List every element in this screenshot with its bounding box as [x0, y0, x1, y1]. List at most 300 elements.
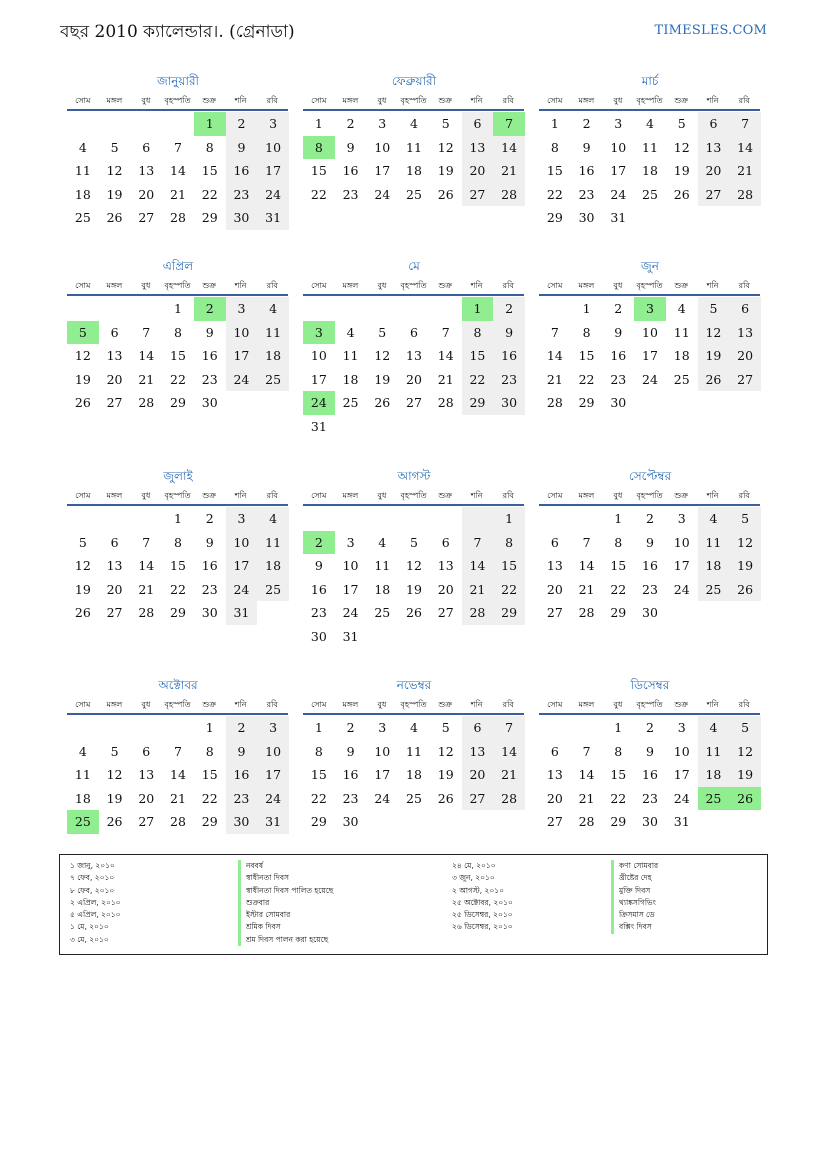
day-blank — [162, 716, 194, 740]
weekday-label: বুধ — [377, 491, 387, 500]
holiday-name: স্বাধীনতা দিবস পালিত হয়েছে — [238, 885, 333, 897]
weekday-label: বৃহস্পতি — [400, 700, 427, 709]
weekday-label: শনি — [470, 491, 483, 500]
day-blank — [130, 716, 162, 740]
day-cell: 10 — [374, 139, 391, 155]
weekday-label: বুধ — [141, 96, 151, 105]
weekday-label: রবি — [266, 281, 278, 290]
day-cell: 18 — [406, 767, 422, 782]
day-cell: 26 — [673, 186, 690, 202]
holiday-date: ২৪ মে, ২০১০ — [452, 861, 496, 870]
day-cell: 4 — [257, 297, 289, 321]
weekday-label: শুক্র — [438, 281, 452, 290]
day-cell: 1 — [314, 116, 323, 131]
day-cell: 22 — [201, 186, 218, 202]
day-cell: 4 — [378, 534, 387, 550]
day-cell: 11 — [406, 743, 422, 759]
day-cell: 17 — [642, 348, 658, 363]
day-cell: 23 — [342, 186, 359, 202]
day-cell: 13 — [406, 348, 422, 363]
weekday-label: রবি — [502, 96, 514, 105]
day-cell: 9 — [205, 324, 214, 340]
day-cell: 14 — [170, 767, 186, 782]
weekday-label: বুধ — [141, 281, 151, 290]
weekday-label: শুক্র — [202, 96, 216, 105]
day-cell: 18 — [642, 163, 658, 178]
day-cell: 24 — [374, 186, 391, 202]
weekday-label: রবি — [738, 96, 750, 105]
day-cell: 13 — [106, 348, 123, 363]
day-cell: 25 — [698, 578, 730, 602]
day-cell: 27 — [106, 395, 123, 410]
weekday-label: বৃহস্পতি — [164, 491, 191, 500]
day-cell: 7 — [550, 324, 559, 340]
weekday-label: মঙ্গল — [106, 491, 123, 500]
weekday-label: শনি — [470, 281, 483, 290]
day-cell: 1 — [614, 511, 623, 526]
day-blank — [99, 507, 131, 531]
weekday-label: সোম — [547, 491, 563, 500]
day-cell: 15 — [201, 767, 218, 782]
day-cell: 19 — [74, 371, 91, 387]
day-cell: 10 — [610, 139, 627, 155]
weekday-label: রবি — [738, 491, 750, 500]
day-cell: 24 — [342, 605, 359, 620]
day-cell: 26 — [106, 210, 123, 225]
holiday-name: ক্রিসমাস ডে — [611, 909, 658, 921]
day-cell: 9 — [493, 321, 525, 345]
holiday-day-cell: 3 — [634, 297, 666, 321]
month-name: মে — [408, 259, 420, 273]
weekday-label: বৃহস্পতি — [636, 281, 663, 290]
day-cell: 12 — [74, 558, 91, 573]
month-name: নভেম্বর — [396, 678, 432, 692]
day-cell: 2 — [646, 720, 654, 735]
holiday-date: ২৬ ডিসেম্বর, ২০১০ — [452, 922, 513, 932]
day-cell: 14 — [729, 136, 761, 160]
day-cell: 11 — [698, 740, 730, 764]
day-cell: 17 — [257, 763, 289, 787]
day-cell: 5 — [441, 720, 450, 735]
weekday-label: বুধ — [613, 491, 623, 500]
day-cell: 27 — [546, 814, 563, 829]
day-grid — [539, 507, 761, 625]
day-cell: 9 — [614, 324, 623, 340]
day-cell: 6 — [729, 297, 761, 321]
day-cell: 21 — [170, 790, 186, 806]
weekday-header — [539, 487, 760, 506]
day-cell: 26 — [729, 578, 761, 602]
day-cell: 15 — [310, 767, 327, 782]
day-cell: 3 — [677, 720, 686, 735]
day-cell: 31 — [673, 814, 690, 829]
day-cell: 30 — [342, 814, 359, 829]
holiday-day-cell: 7 — [493, 112, 525, 136]
day-cell: 20 — [106, 581, 123, 597]
day-cell: 17 — [374, 163, 391, 178]
holiday-date: ১ জানু, ২০১০ — [70, 861, 115, 870]
day-cell: 20 — [729, 344, 761, 368]
day-cell: 9 — [226, 136, 258, 160]
day-cell: 30 — [226, 206, 258, 230]
weekday-label: রবি — [266, 700, 278, 709]
holiday-name: বক্সিং দিবস — [611, 921, 658, 933]
month-8 — [303, 467, 525, 648]
holiday-day-cell: 3 — [303, 321, 335, 345]
weekday-header — [539, 277, 760, 296]
weekday-label: সোম — [75, 281, 91, 290]
day-cell: 6 — [142, 743, 151, 759]
day-cell: 6 — [462, 112, 494, 136]
day-cell: 2 — [226, 716, 258, 740]
day-blank — [130, 507, 162, 531]
month-name: জানুয়ারী — [157, 74, 199, 88]
day-cell: 10 — [257, 136, 289, 160]
day-cell: 29 — [578, 395, 595, 410]
month-name: ফেব্রুয়ারী — [391, 74, 437, 88]
day-cell: 18 — [74, 790, 91, 806]
day-cell: 11 — [257, 321, 289, 345]
day-cell: 29 — [201, 210, 218, 225]
weekday-label: মঙ্গল — [342, 700, 359, 709]
day-grid — [67, 507, 289, 625]
weekday-label: সোম — [547, 96, 563, 105]
day-cell: 30 — [226, 810, 258, 834]
day-cell: 3 — [226, 297, 258, 321]
holiday-name: খ্রীষ্টের দেহ — [611, 872, 658, 884]
day-blank — [366, 297, 398, 321]
weekday-header — [303, 487, 524, 506]
day-cell: 6 — [142, 139, 151, 155]
holiday-day-cell: 2 — [194, 297, 226, 321]
day-cell: 2 — [226, 112, 258, 136]
day-cell: 8 — [314, 743, 323, 759]
day-cell: 12 — [374, 348, 391, 363]
site-link[interactable]: TIMESLES.COM — [654, 23, 767, 38]
day-cell: 8 — [205, 139, 214, 155]
day-grid — [303, 716, 525, 834]
month-name: জুন — [641, 259, 659, 273]
day-cell: 15 — [310, 163, 327, 178]
day-cell: 3 — [226, 507, 258, 531]
weekday-label: মঙ্গল — [106, 281, 123, 290]
day-blank — [67, 716, 99, 740]
day-cell: 19 — [374, 371, 391, 387]
day-cell: 26 — [437, 186, 454, 202]
day-cell: 16 — [610, 348, 627, 363]
day-cell: 18 — [342, 371, 359, 387]
holiday-date: ২৫ ডিসেম্বর, ২০১০ — [452, 910, 513, 920]
day-cell: 14 — [493, 136, 525, 160]
month-9 — [539, 467, 761, 625]
weekday-label: রবি — [738, 281, 750, 290]
day-cell: 10 — [673, 534, 690, 550]
day-cell: 29 — [170, 395, 186, 410]
day-cell: 8 — [614, 743, 623, 759]
weekday-label: রবি — [266, 96, 278, 105]
day-cell: 8 — [205, 743, 214, 759]
weekday-header — [539, 92, 760, 111]
day-blank — [99, 716, 131, 740]
day-cell: 6 — [550, 534, 559, 550]
day-cell: 12 — [106, 163, 123, 178]
weekday-label: শুক্র — [674, 96, 688, 105]
day-cell: 19 — [729, 763, 761, 787]
weekday-label: শনি — [234, 281, 247, 290]
day-cell: 4 — [78, 139, 87, 155]
day-cell: 27 — [437, 605, 454, 620]
weekday-label: শনি — [706, 700, 719, 709]
day-cell: 12 — [729, 531, 761, 555]
day-cell: 23 — [310, 605, 327, 620]
day-grid — [539, 112, 761, 230]
day-cell: 16 — [578, 163, 595, 178]
day-cell: 16 — [642, 558, 658, 573]
weekday-label: মঙ্গল — [578, 96, 595, 105]
day-cell: 23 — [226, 183, 258, 207]
day-cell: 2 — [205, 511, 214, 526]
weekday-header — [303, 696, 524, 715]
month-2 — [303, 72, 525, 206]
holiday-date: ২ আগস্ট, ২০১০ — [452, 885, 504, 895]
day-cell: 31 — [342, 628, 359, 644]
day-cell: 13 — [437, 558, 454, 573]
day-grid — [303, 507, 525, 648]
weekday-label: বৃহস্পতি — [164, 281, 191, 290]
day-cell: 17 — [226, 554, 258, 578]
day-blank — [67, 507, 99, 531]
month-name: সেপ্টেম্বর — [628, 469, 672, 483]
holiday-day-cell: 1 — [462, 297, 494, 321]
day-cell: 7 — [462, 531, 494, 555]
weekday-label: বৃহস্পতি — [400, 491, 427, 500]
day-cell: 4 — [698, 507, 730, 531]
day-cell: 20 — [546, 790, 563, 806]
day-cell: 4 — [257, 507, 289, 531]
day-cell: 5 — [441, 116, 450, 131]
day-cell: 19 — [437, 767, 454, 782]
day-cell: 24 — [642, 371, 658, 387]
holiday-day-cell: 25 — [698, 787, 730, 811]
day-cell: 18 — [698, 763, 730, 787]
weekday-label: শুক্র — [438, 491, 452, 500]
day-cell: 15 — [170, 348, 186, 363]
weekday-label: বৃহস্পতি — [636, 700, 663, 709]
day-grid — [303, 297, 525, 438]
day-cell: 24 — [226, 368, 258, 392]
day-cell: 23 — [201, 581, 218, 597]
day-blank — [539, 716, 571, 740]
day-cell: 17 — [374, 767, 391, 782]
weekday-label: শনি — [706, 491, 719, 500]
weekday-label: বৃহস্পতি — [164, 700, 191, 709]
holiday-date: ৫ এপ্রিল, ২০১০ — [70, 910, 121, 920]
day-cell: 25 — [642, 186, 658, 202]
day-grid — [67, 716, 289, 834]
weekday-label: সোম — [547, 281, 563, 290]
weekday-label: সোম — [547, 700, 563, 709]
day-cell: 9 — [582, 139, 591, 155]
day-cell: 4 — [410, 720, 418, 735]
day-cell: 12 — [673, 139, 690, 155]
day-cell: 29 — [546, 210, 563, 225]
month-4 — [67, 257, 289, 415]
holiday-name: শ্রম দিবস পালন করা হয়েছে — [238, 934, 333, 946]
day-cell: 8 — [614, 534, 623, 550]
day-cell: 9 — [346, 139, 355, 155]
day-cell: 29 — [462, 391, 494, 415]
holiday-day-cell: 5 — [67, 321, 99, 345]
day-cell: 21 — [170, 186, 186, 202]
day-cell: 26 — [106, 814, 123, 829]
day-cell: 9 — [205, 534, 214, 550]
day-cell: 4 — [78, 743, 87, 759]
day-cell: 19 — [437, 163, 454, 178]
day-cell: 17 — [610, 163, 627, 178]
day-cell: 19 — [406, 581, 422, 597]
day-cell: 9 — [226, 740, 258, 764]
day-cell: 17 — [310, 371, 327, 387]
month-10 — [67, 676, 289, 834]
day-cell: 6 — [110, 324, 119, 340]
day-cell: 30 — [493, 391, 525, 415]
day-grid — [539, 716, 761, 834]
day-cell: 17 — [226, 344, 258, 368]
day-cell: 29 — [610, 814, 627, 829]
day-cell: 9 — [646, 534, 654, 550]
day-cell: 8 — [174, 324, 182, 340]
day-cell: 21 — [437, 371, 454, 387]
holiday-date: ৩ মে, ২০১০ — [70, 934, 109, 944]
day-cell: 16 — [226, 159, 258, 183]
day-cell: 20 — [462, 159, 494, 183]
day-blank — [99, 297, 131, 321]
weekday-label: মঙ্গল — [578, 700, 595, 709]
day-cell: 20 — [437, 581, 454, 597]
day-cell: 21 — [578, 790, 595, 806]
day-cell: 11 — [257, 531, 289, 555]
day-cell: 16 — [310, 581, 327, 597]
day-cell: 24 — [374, 790, 391, 806]
day-cell: 10 — [310, 348, 327, 363]
day-cell: 7 — [142, 324, 151, 340]
weekday-label: মঙ্গল — [106, 96, 123, 105]
day-cell: 31 — [610, 210, 627, 225]
day-cell: 8 — [462, 321, 494, 345]
day-cell: 12 — [74, 348, 91, 363]
day-cell: 3 — [257, 112, 289, 136]
day-cell: 22 — [578, 371, 595, 387]
day-cell: 30 — [201, 605, 218, 620]
day-cell: 14 — [462, 554, 494, 578]
weekday-label: শনি — [470, 96, 483, 105]
day-cell: 5 — [78, 534, 87, 550]
day-cell: 24 — [226, 578, 258, 602]
holiday-date: ২৫ অক্টোবর, ২০১০ — [452, 897, 513, 907]
day-cell: 19 — [74, 581, 91, 597]
day-cell: 26 — [437, 790, 454, 806]
day-cell: 18 — [374, 581, 391, 597]
day-cell: 31 — [226, 601, 258, 625]
weekday-header — [67, 277, 288, 296]
weekday-label: বুধ — [377, 96, 387, 105]
day-cell: 25 — [406, 790, 422, 806]
day-cell: 10 — [642, 324, 658, 340]
day-cell: 20 — [138, 790, 155, 806]
day-cell: 29 — [493, 601, 525, 625]
day-cell: 6 — [410, 324, 418, 340]
day-cell: 15 — [546, 163, 563, 178]
day-cell: 2 — [614, 301, 623, 316]
day-cell: 27 — [138, 210, 155, 225]
day-cell: 23 — [226, 787, 258, 811]
weekday-label: শুক্র — [674, 700, 688, 709]
month-7 — [67, 467, 289, 625]
day-cell: 15 — [201, 163, 218, 178]
day-cell: 14 — [437, 348, 454, 363]
day-cell: 18 — [257, 554, 289, 578]
day-cell: 14 — [138, 558, 155, 573]
day-blank — [398, 507, 430, 531]
day-cell: 22 — [310, 790, 327, 806]
month-name: এপ্রিল — [162, 259, 194, 273]
holiday-date: ৭ ফেব, ২০১০ — [70, 873, 115, 883]
weekday-label: বুধ — [377, 700, 387, 709]
day-cell: 7 — [174, 139, 182, 155]
day-cell: 25 — [257, 578, 289, 602]
day-grid — [67, 297, 289, 415]
day-cell: 1 — [493, 507, 525, 531]
weekday-header — [539, 696, 760, 715]
day-cell: 24 — [610, 186, 627, 202]
day-cell: 9 — [646, 743, 654, 759]
weekday-label: শুক্র — [202, 491, 216, 500]
day-cell: 30 — [310, 628, 327, 644]
weekday-label: বুধ — [613, 700, 623, 709]
holiday-date: ২ এপ্রিল, ২০১০ — [70, 897, 121, 907]
weekday-label: মঙ্গল — [342, 281, 359, 290]
holiday-name: থ্যাঙ্কসগিভিং — [611, 897, 658, 909]
day-cell: 14 — [138, 348, 155, 363]
day-cell: 29 — [201, 814, 218, 829]
day-blank — [430, 297, 462, 321]
holiday-date: ৩ জুন, ২০১০ — [452, 873, 495, 883]
weekday-label: বুধ — [141, 700, 151, 709]
day-cell: 6 — [550, 743, 559, 759]
day-cell: 12 — [729, 740, 761, 764]
day-cell: 27 — [406, 395, 422, 410]
day-cell: 23 — [493, 368, 525, 392]
day-cell: 30 — [642, 605, 658, 620]
day-cell: 11 — [74, 767, 91, 782]
day-cell: 29 — [170, 605, 186, 620]
day-cell: 13 — [546, 767, 563, 782]
day-cell: 8 — [174, 534, 182, 550]
day-cell: 13 — [462, 740, 494, 764]
day-cell: 15 — [493, 554, 525, 578]
day-cell: 28 — [729, 183, 761, 207]
day-cell: 18 — [257, 344, 289, 368]
day-cell: 30 — [610, 395, 627, 410]
weekday-label: মঙ্গল — [342, 96, 359, 105]
weekday-label: শনি — [470, 700, 483, 709]
weekday-label: মঙ্গল — [578, 491, 595, 500]
day-cell: 14 — [578, 558, 595, 573]
day-cell: 8 — [550, 139, 559, 155]
day-cell: 5 — [729, 507, 761, 531]
day-cell: 23 — [342, 790, 359, 806]
day-cell: 30 — [642, 814, 658, 829]
